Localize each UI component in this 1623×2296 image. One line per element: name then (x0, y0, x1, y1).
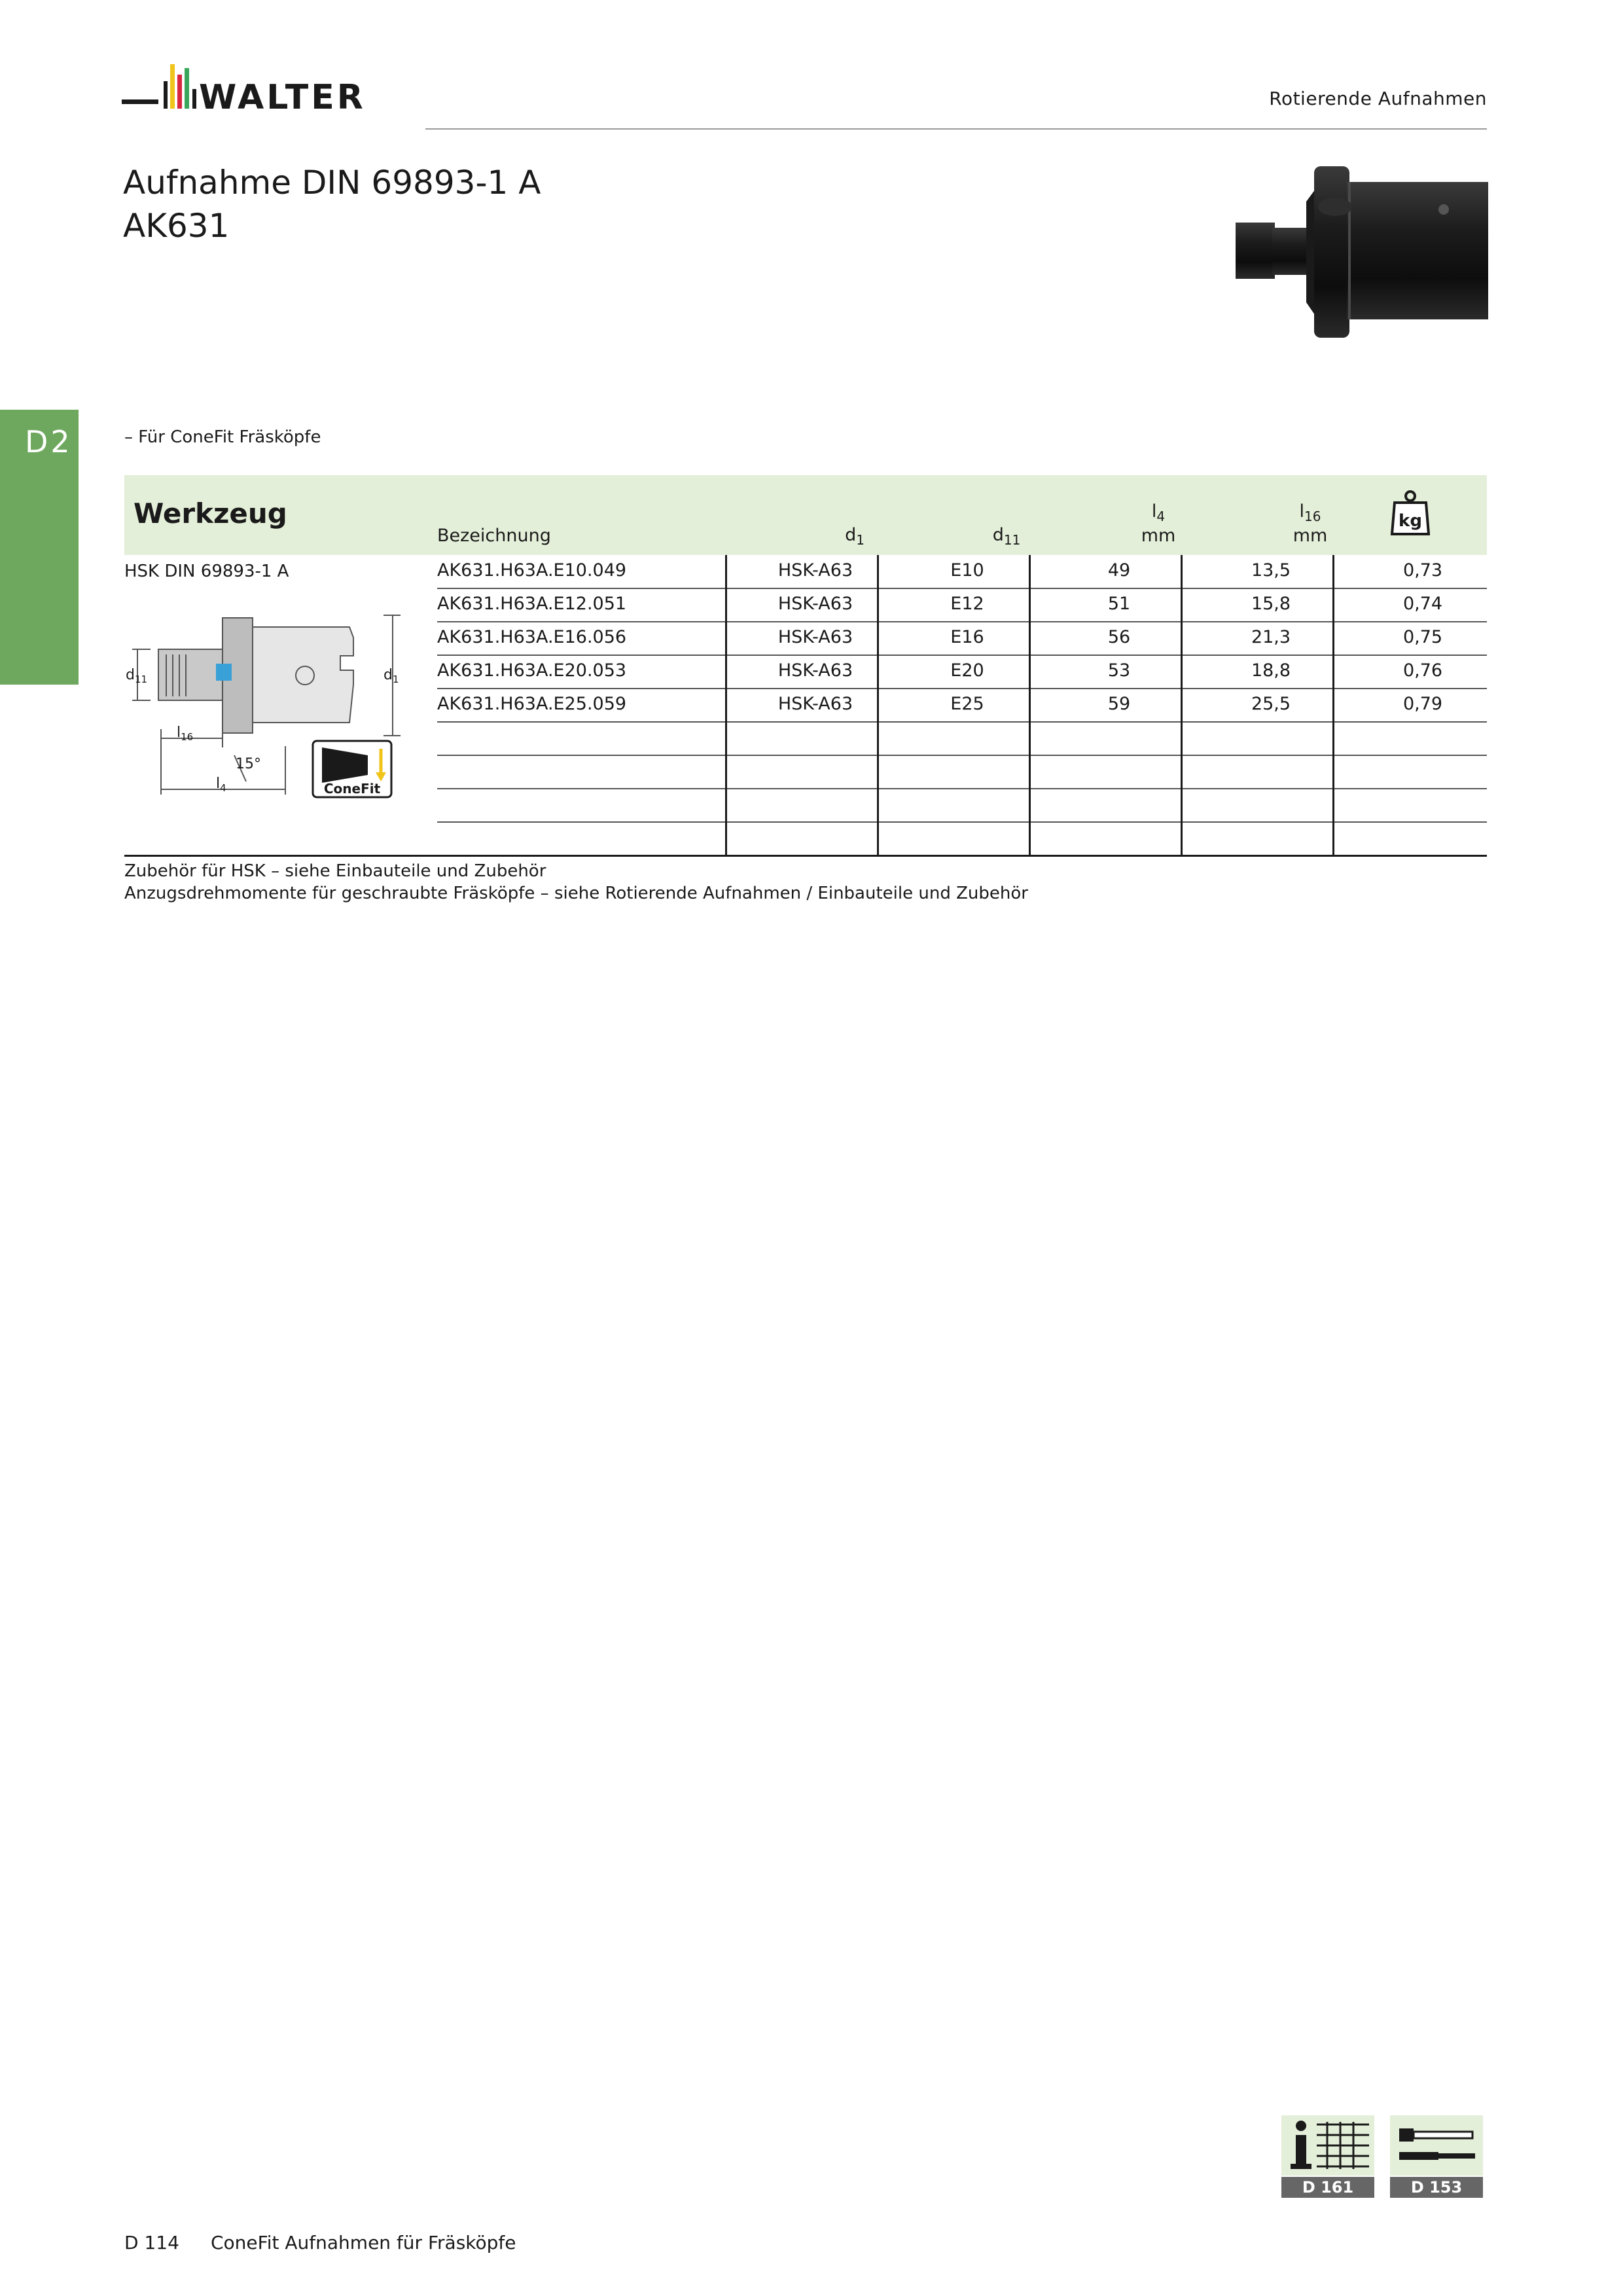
table-row: AK631.H63A.E12.051 HSK-A63 E12 51 15,8 0,74 (437, 588, 1487, 622)
column-divider (725, 555, 727, 856)
footnote: Anzugsdrehmomente für geschraubte Fräsköpfe – siehe Rotierende Aufnahmen / Einbauteile und Zubehör (124, 884, 1028, 903)
table-row: AK631.H63A.E25.059 HSK-A63 E25 59 25,5 0,79 (437, 689, 1487, 723)
svg-text:15°: 15° (236, 756, 261, 772)
reference-label[interactable]: D 153 (1390, 2177, 1483, 2198)
column-header-designation: Bezeichnung (437, 526, 551, 546)
table-header (124, 475, 1487, 555)
svg-text:ConeFit: ConeFit (323, 781, 381, 797)
technical-drawing (124, 592, 412, 816)
feature-note: – Für ConeFit Fräsköpfe (124, 427, 321, 447)
reference-label[interactable]: D 161 (1281, 2177, 1374, 2198)
svg-text:l16: $l_{16}$ (177, 725, 194, 743)
chapter-tab (0, 410, 79, 685)
table-bottom-rule (124, 855, 1487, 857)
title-line-2: AK631 (123, 207, 230, 245)
table-row-empty (437, 722, 1487, 756)
column-divider (1029, 555, 1031, 856)
title-line-1: Aufnahme DIN 69893-1 A (123, 164, 541, 202)
reference-screws[interactable] (1390, 2115, 1483, 2176)
footer-title: ConeFit Aufnahmen für Fräsköpfe (211, 2232, 516, 2253)
table-row: AK631.H63A.E20.053 HSK-A63 E20 53 18,8 0,76 (437, 655, 1487, 689)
column-divider (1332, 555, 1334, 856)
header-divider (425, 128, 1487, 130)
brand-name: WALTER (199, 78, 366, 117)
svg-text:kg: kg (1399, 511, 1422, 531)
chapter-tab-label: D2 (25, 424, 73, 459)
page-title (123, 161, 541, 247)
table-row-empty (437, 822, 1487, 855)
svg-text:d1: $d_1$ (383, 667, 399, 685)
reference-info-table[interactable] (1281, 2115, 1374, 2176)
walter-logo (122, 60, 397, 119)
product-table (124, 475, 1487, 856)
table-row: AK631.H63A.E16.056 HSK-A63 E16 56 21,3 0,75 (437, 622, 1487, 656)
column-header-d11: $d_{11}$ (992, 525, 1021, 548)
product-photo (1236, 162, 1488, 343)
column-divider (1181, 555, 1183, 856)
table-row-empty (437, 789, 1487, 823)
page-number: D 114 (124, 2232, 179, 2253)
column-header-d1: $d_1$ (845, 525, 865, 548)
svg-text:d11: $d_{11}$ (126, 667, 148, 685)
column-divider (877, 555, 879, 856)
holder-label: HSK DIN 69893-1 A (124, 562, 289, 581)
column-header-l16: $l_{16}$ mm (1293, 501, 1328, 546)
screw-icon (1390, 2115, 1483, 2176)
weight-kg-icon (1391, 490, 1430, 537)
column-header-l4: $l_4$ mm (1141, 501, 1176, 546)
footnote: Zubehör für HSK – siehe Einbauteile und Zubehör (124, 861, 546, 881)
conefit-badge-icon (313, 741, 391, 797)
table-heading: Werkzeug (134, 497, 287, 529)
table-row-empty (437, 755, 1487, 789)
section-title: Rotierende Aufnahmen (1269, 88, 1487, 109)
table-body (124, 555, 1487, 856)
info-table-icon (1281, 2115, 1374, 2176)
svg-text:l4: $l_4$ (216, 776, 226, 794)
table-row: AK631.H63A.E10.049 HSK-A63 E10 49 13,5 0,73 (437, 555, 1487, 589)
